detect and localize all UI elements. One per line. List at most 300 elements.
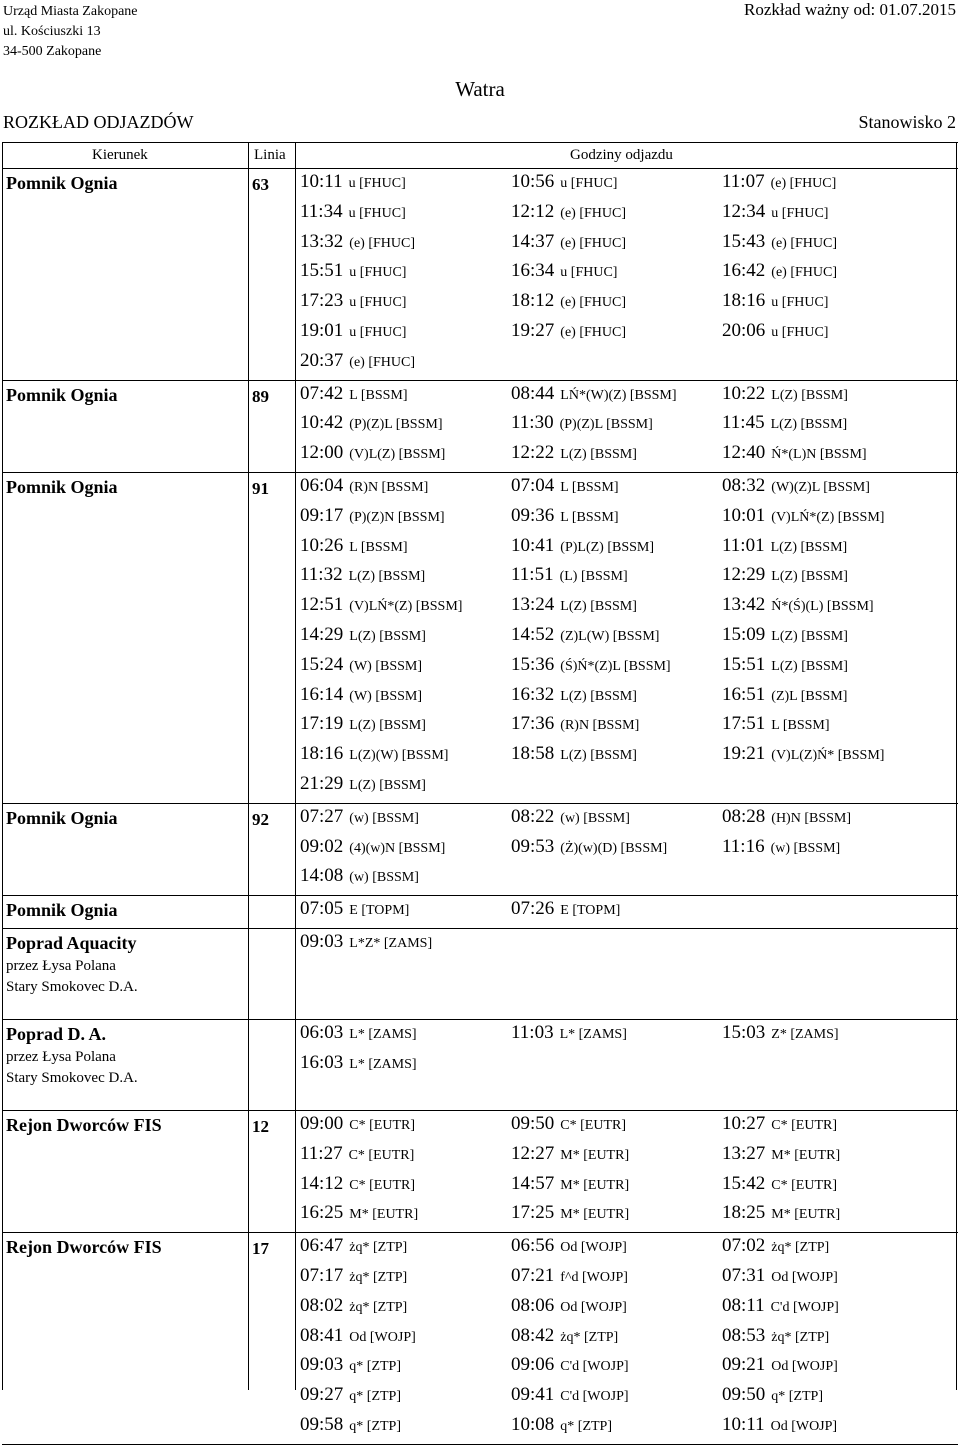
- departure-code: (V)LŃ*(Z) [BSSM]: [349, 599, 463, 615]
- via-stop: przez Łysa Polana: [6, 1049, 116, 1065]
- departure-code: (P)(Z)L [BSSM]: [349, 417, 443, 433]
- departure: [300, 350, 415, 372]
- departure-time: 11:32: [300, 564, 343, 586]
- departure-time: 10:26: [300, 534, 344, 556]
- departure-time: 08:42: [511, 1324, 555, 1346]
- line-number: 12: [252, 1117, 269, 1136]
- departure-time: 12:27: [511, 1142, 555, 1164]
- line-number: 89: [252, 386, 269, 406]
- departure: [722, 231, 837, 253]
- departure-time: 07:31: [722, 1265, 766, 1286]
- column-border: [248, 142, 249, 1390]
- departure: [722, 1022, 839, 1044]
- departure: [722, 806, 851, 828]
- departure: [300, 231, 415, 253]
- departure-time: 10:22: [722, 382, 766, 404]
- section-border: [2, 928, 958, 929]
- departure-time: 08:06: [511, 1294, 555, 1316]
- departure-code: u [FHUC]: [349, 325, 407, 340]
- departure: [300, 260, 406, 282]
- departure-code: M* [EUTR]: [349, 1207, 419, 1223]
- departure: [300, 290, 406, 312]
- departure: [511, 713, 639, 735]
- departure: [511, 564, 628, 586]
- departure-code: L(Z) [BSSM]: [560, 688, 637, 704]
- departure-time: 10:41: [511, 534, 555, 556]
- departure-code: C'd [WOJP]: [770, 1299, 839, 1315]
- direction-name: Pomnik Ognia: [6, 173, 118, 193]
- departure-time: 10:11: [300, 171, 343, 192]
- departure-time: 19:21: [722, 743, 766, 765]
- column-header-line: Linia: [254, 147, 286, 163]
- departure-time: 11:16: [722, 835, 765, 857]
- departure: [300, 564, 425, 586]
- departure-code: Ń*(L)N [BSSM]: [771, 447, 867, 463]
- departure: [511, 1295, 627, 1317]
- departure: [300, 806, 419, 828]
- direction-name: Rejon Dworców FIS: [6, 1115, 162, 1135]
- departure-time: 16:14: [300, 683, 344, 705]
- departure-time: 14:57: [511, 1172, 555, 1194]
- departure-code: żq* [ZTP]: [349, 1270, 408, 1285]
- departure-code: (P)(Z)N [BSSM]: [349, 509, 445, 525]
- departure-code: (w) [BSSM]: [770, 840, 841, 856]
- departure: [300, 442, 445, 464]
- departure: [722, 535, 847, 557]
- departure-time: 17:19: [300, 713, 344, 735]
- departure: [300, 1113, 415, 1135]
- departure-time: 18:16: [722, 290, 766, 312]
- departure-code: u [FHUC]: [349, 295, 407, 311]
- departure-code: (V)L(Z)Ń* [BSSM]: [771, 748, 885, 764]
- departure-time: 09:50: [511, 1113, 555, 1134]
- departure: [300, 865, 419, 887]
- departure-time: 11:01: [722, 534, 765, 556]
- departure-code: (P)L(Z) [BSSM]: [560, 539, 655, 555]
- departure-time: 10:42: [300, 412, 344, 434]
- column-border: [2, 142, 3, 1390]
- departure-time: 12:29: [722, 564, 766, 586]
- departure: [722, 201, 828, 223]
- departure-code: (L) [BSSM]: [559, 569, 628, 585]
- departure: [511, 1022, 627, 1044]
- departure-time: 12:22: [511, 442, 555, 464]
- departure-code: L(Z) [BSSM]: [560, 447, 637, 463]
- departure: [511, 201, 626, 223]
- departure: [300, 1235, 407, 1257]
- column-border: [956, 142, 957, 1390]
- departure: [300, 898, 409, 920]
- stop-name: Watra: [455, 77, 505, 101]
- departure-time: 06:56: [511, 1235, 555, 1257]
- departure-time: 07:27: [300, 805, 344, 827]
- departure-time: 11:45: [722, 412, 765, 434]
- departure-time: 14:52: [511, 624, 555, 645]
- departure-code: C* [EUTR]: [560, 1118, 626, 1133]
- departure: [300, 836, 445, 858]
- departure-time: 07:17: [300, 1265, 344, 1286]
- departure-time: 08:28: [722, 805, 766, 827]
- departure: [722, 442, 867, 464]
- column-border: [295, 142, 296, 1390]
- departure-code: L [BSSM]: [349, 387, 408, 403]
- departure-time: 10:11: [722, 1414, 765, 1435]
- departure: [511, 1384, 629, 1406]
- departure-code: (w) [BSSM]: [349, 870, 419, 886]
- departure: [722, 624, 848, 646]
- departure-code: (Ż)(w)(D) [BSSM]: [560, 840, 668, 856]
- departure: [511, 684, 637, 706]
- departure: [722, 1113, 837, 1135]
- direction-name: Pomnik Ognia: [6, 477, 118, 497]
- departure-time: 09:53: [511, 835, 555, 857]
- departure-code: (W) [BSSM]: [349, 688, 423, 704]
- departure-code: Od [WOJP]: [560, 1240, 627, 1256]
- departure: [300, 505, 445, 527]
- departure-time: 14:08: [300, 865, 344, 887]
- departure-time: 17:51: [722, 713, 766, 735]
- column-header-times: Godziny odjazdu: [570, 147, 673, 163]
- departure-code: żq* [ZTP]: [349, 1240, 408, 1256]
- departure: [722, 1202, 840, 1224]
- departure-time: 18:16: [300, 743, 344, 765]
- departure-time: 09:06: [511, 1354, 555, 1376]
- departure-code: u [FHUC]: [349, 265, 407, 281]
- departure-code: (W) [BSSM]: [349, 658, 423, 674]
- departure-code: (R)N [BSSM]: [560, 718, 640, 734]
- departure-code: (w) [BSSM]: [349, 810, 419, 826]
- departure-code: L(Z) [BSSM]: [349, 778, 426, 793]
- section-border: [2, 472, 958, 473]
- departure-time: 08:32: [722, 475, 766, 496]
- departure: [722, 1143, 840, 1165]
- departure: [300, 1325, 416, 1347]
- departure-time: 20:37: [300, 349, 344, 371]
- departure: [722, 713, 830, 735]
- office-address: [3, 2, 138, 62]
- departure: [300, 1022, 417, 1044]
- section-border: [2, 895, 958, 896]
- departure-code: M* [EUTR]: [771, 1207, 841, 1223]
- departure-time: 10:56: [511, 171, 555, 192]
- departure: [722, 1384, 823, 1406]
- departure: [300, 1354, 401, 1376]
- departure-code: q* [ZTP]: [560, 1419, 612, 1434]
- departure-code: L(Z) [BSSM]: [560, 599, 637, 615]
- departure: [300, 1202, 418, 1224]
- departure-code: (e) [FHUC]: [560, 235, 626, 251]
- departure-time: 09:03: [300, 1354, 344, 1376]
- departure-time: 09:00: [300, 1113, 344, 1134]
- departure-time: 06:04: [300, 475, 344, 496]
- departure-code: E [TOPM]: [349, 903, 410, 919]
- departure-time: 06:47: [300, 1235, 344, 1257]
- departure-code: (e) [FHUC]: [349, 235, 415, 251]
- departure-time: 19:01: [300, 320, 344, 341]
- departure-time: 13:42: [722, 594, 766, 616]
- departure-code: (e) [FHUC]: [349, 354, 415, 370]
- departure-code: (w) [BSSM]: [560, 810, 630, 826]
- office-street: ul. Kościuszki 13: [3, 24, 101, 39]
- departure-code: L(Z) [BSSM]: [770, 417, 848, 433]
- departure-code: C'd [WOJP]: [560, 1389, 629, 1405]
- departure-time: 08:02: [300, 1294, 344, 1316]
- departure: [722, 564, 848, 586]
- departure-time: 09:02: [300, 835, 344, 857]
- departure: [300, 320, 406, 342]
- departure: [722, 594, 874, 616]
- departure-time: 08:41: [300, 1324, 344, 1346]
- departure-time: 17:36: [511, 713, 555, 735]
- departure: [300, 773, 426, 795]
- departure-code: (e) [FHUC]: [771, 235, 837, 251]
- departure: [511, 1143, 629, 1165]
- departure-code: q* [ZTP]: [771, 1389, 823, 1405]
- departure: [300, 383, 408, 405]
- departure-time: 16:03: [300, 1051, 344, 1073]
- departure-time: 11:03: [511, 1022, 554, 1043]
- departure-code: C* [EUTR]: [771, 1177, 837, 1193]
- departure-code: C'd [WOJP]: [560, 1359, 629, 1375]
- departure-time: 21:29: [300, 773, 344, 794]
- header-bottom-border: [2, 168, 958, 169]
- departure-time: 16:34: [511, 260, 555, 282]
- departure-time: 11:30: [511, 412, 554, 434]
- departure-code: M* [EUTR]: [560, 1207, 630, 1223]
- departure: [511, 475, 619, 497]
- departure-code: Od [WOJP]: [560, 1299, 627, 1315]
- timetable: [2, 142, 958, 1435]
- departure-code: q* [ZTP]: [349, 1419, 401, 1434]
- departure-code: (P)(Z)L [BSSM]: [559, 417, 653, 433]
- section-border: [2, 1232, 958, 1233]
- departure-code: (Ś)Ń*(Z)L [BSSM]: [560, 658, 671, 674]
- departure: [300, 1173, 415, 1195]
- departure: [511, 836, 667, 858]
- departure-code: u [FHUC]: [771, 295, 829, 311]
- departure-code: LŃ*(W)(Z) [BSSM]: [560, 387, 677, 403]
- departure-time: 15:03: [722, 1022, 766, 1043]
- departure: [511, 1265, 628, 1287]
- departure-time: 16:42: [722, 260, 766, 282]
- departure-time: 11:51: [511, 564, 554, 586]
- departure-code: L [BSSM]: [771, 718, 830, 734]
- via-stop: Stary Smokovec D.A.: [6, 979, 138, 995]
- departure: [722, 743, 884, 765]
- departure-time: 15:51: [722, 653, 766, 675]
- departure-code: (H)N [BSSM]: [771, 810, 852, 826]
- departure-time: 07:02: [722, 1235, 766, 1257]
- departure-code: q* [ZTP]: [349, 1389, 401, 1405]
- via-stop: przez Łysa Polana: [6, 958, 116, 974]
- departure-time: 19:27: [511, 320, 555, 341]
- section-border: [2, 1019, 958, 1020]
- departure-code: L(Z) [BSSM]: [771, 387, 848, 403]
- departure-time: 16:51: [722, 683, 766, 705]
- departure-time: 12:34: [722, 200, 766, 222]
- departure-time: 16:32: [511, 683, 555, 705]
- section-border: [2, 380, 958, 381]
- document-title: ROZKŁAD ODJAZDÓW: [3, 112, 194, 132]
- departure-time: 09:58: [300, 1414, 344, 1435]
- departure-code: L* [ZAMS]: [349, 1027, 417, 1042]
- table-top-border: [2, 142, 958, 143]
- departure-time: 18:12: [511, 290, 555, 312]
- departure-code: u [FHUC]: [771, 205, 829, 221]
- departure-code: żq* [ZTP]: [771, 1240, 830, 1256]
- departure: [511, 383, 677, 405]
- departure-code: Od [WOJP]: [770, 1419, 838, 1434]
- departure: [300, 201, 406, 223]
- departure-code: L*Z* [ZAMS]: [349, 936, 433, 951]
- departure-code: (V)LŃ*(Z) [BSSM]: [771, 509, 885, 525]
- departure-code: (e) [FHUC]: [770, 176, 837, 191]
- departure-time: 16:25: [300, 1202, 344, 1224]
- departure: [722, 320, 828, 342]
- departure: [511, 1202, 629, 1224]
- departure: [511, 320, 626, 342]
- departure-time: 11:07: [722, 171, 765, 192]
- departure: [511, 505, 619, 527]
- departure-code: L(Z) [BSSM]: [348, 569, 426, 585]
- departure: [722, 836, 840, 858]
- departure: [722, 1325, 829, 1347]
- departure: [300, 1143, 414, 1165]
- departure: [511, 231, 626, 253]
- departure-time: 08:22: [511, 805, 555, 827]
- departure: [300, 594, 462, 616]
- section-border: [2, 803, 958, 804]
- direction-name: Pomnik Ognia: [6, 900, 118, 921]
- departure-code: M* [EUTR]: [560, 1177, 630, 1193]
- line-number: 91: [252, 479, 269, 498]
- departure-time: 20:06: [722, 320, 766, 341]
- departure-code: M* [EUTR]: [560, 1147, 630, 1163]
- departure: [511, 442, 637, 464]
- departure-time: 09:36: [511, 504, 555, 526]
- departure: [300, 684, 422, 706]
- departure: [300, 713, 426, 735]
- departure-code: E [TOPM]: [560, 903, 621, 919]
- departure: [511, 1235, 627, 1257]
- departure-time: 15:09: [722, 624, 766, 645]
- departure: [511, 624, 659, 646]
- departure-code: L* [ZAMS]: [559, 1027, 627, 1042]
- departure-code: Ń*(Ś)(L) [BSSM]: [771, 599, 874, 615]
- section-border: [2, 1110, 958, 1111]
- departure: [511, 594, 637, 616]
- line-number: 17: [252, 1239, 269, 1259]
- line-number: 92: [252, 809, 269, 829]
- departure-time: 18:58: [511, 743, 555, 765]
- departure: [300, 654, 422, 676]
- departure-code: u [FHUC]: [560, 265, 618, 281]
- departure-time: 13:24: [511, 594, 555, 616]
- departure-time: 12:51: [300, 594, 344, 616]
- departure: [300, 931, 432, 953]
- departure: [511, 535, 654, 557]
- direction-name: Pomnik Ognia: [6, 384, 118, 405]
- departure: [300, 743, 448, 765]
- departure: [300, 412, 442, 434]
- departure: [511, 898, 620, 920]
- office-name: Urząd Miasta Zakopane: [3, 4, 138, 19]
- departure: [722, 412, 847, 434]
- departure-code: (Z)L [BSSM]: [771, 688, 848, 704]
- departure-code: C* [EUTR]: [348, 1147, 415, 1163]
- departure: [722, 654, 848, 676]
- departure-time: 09:50: [722, 1384, 766, 1406]
- departure-code: (W)(Z)L [BSSM]: [771, 480, 870, 495]
- departure: [722, 260, 837, 282]
- departure-time: 08:44: [511, 382, 555, 404]
- departure-time: 15:36: [511, 653, 555, 675]
- departure-code: (e) [FHUC]: [560, 295, 626, 311]
- departure: [722, 1235, 829, 1257]
- departure: [300, 1384, 401, 1406]
- departure-code: Z* [ZAMS]: [771, 1027, 839, 1042]
- departure-time: 10:08: [511, 1414, 555, 1435]
- departure-time: 09:03: [300, 931, 344, 952]
- direction-name: Pomnik Ognia: [6, 807, 118, 828]
- departure-code: L* [ZAMS]: [349, 1056, 417, 1072]
- departure: [511, 1354, 629, 1376]
- departure-time: 07:05: [300, 898, 344, 920]
- departure-time: 11:34: [300, 200, 343, 222]
- departure-code: (4)(w)N [BSSM]: [349, 840, 446, 856]
- platform-label: Stanowisko 2: [858, 112, 956, 132]
- departure-code: q* [ZTP]: [349, 1359, 401, 1375]
- departure-code: u [FHUC]: [560, 176, 618, 191]
- departure-time: 14:12: [300, 1172, 344, 1194]
- departure: [300, 171, 406, 193]
- departure-time: 10:01: [722, 504, 766, 526]
- departure: [722, 1295, 839, 1317]
- via-stop: Stary Smokovec D.A.: [6, 1070, 138, 1086]
- departure-time: 08:11: [722, 1294, 765, 1316]
- direction-name: Poprad D. A.: [6, 1024, 107, 1044]
- departure-code: L(Z)(W) [BSSM]: [349, 748, 449, 764]
- departure-code: (e) [FHUC]: [771, 265, 837, 281]
- departure: [511, 1325, 618, 1347]
- departure: [722, 1173, 837, 1195]
- departure: [722, 171, 836, 193]
- departure: [511, 806, 630, 828]
- departure-code: u [FHUC]: [348, 176, 406, 191]
- departure: [300, 475, 428, 497]
- departure-code: (V)L(Z) [BSSM]: [349, 447, 446, 463]
- departure-time: 12:12: [511, 200, 555, 222]
- departure: [511, 1113, 626, 1135]
- departure-code: C* [EUTR]: [349, 1118, 415, 1133]
- departure: [722, 475, 870, 497]
- departure-time: 17:23: [300, 290, 344, 312]
- departure: [722, 1354, 838, 1376]
- departure-time: 12:00: [300, 442, 344, 464]
- departure-code: f^d [WOJP]: [560, 1270, 628, 1285]
- departure-code: L(Z) [BSSM]: [560, 748, 637, 764]
- departure-time: 08:53: [722, 1324, 766, 1346]
- office-city: 34-500 Zakopane: [3, 44, 102, 59]
- departure: [511, 412, 653, 434]
- departure-code: Od [WOJP]: [771, 1270, 838, 1285]
- departure: [511, 1414, 612, 1436]
- departure: [300, 1265, 407, 1287]
- departure-time: 15:51: [300, 260, 344, 282]
- departure: [722, 383, 848, 405]
- departure: [722, 1414, 837, 1436]
- departure-code: L(Z) [BSSM]: [771, 658, 848, 674]
